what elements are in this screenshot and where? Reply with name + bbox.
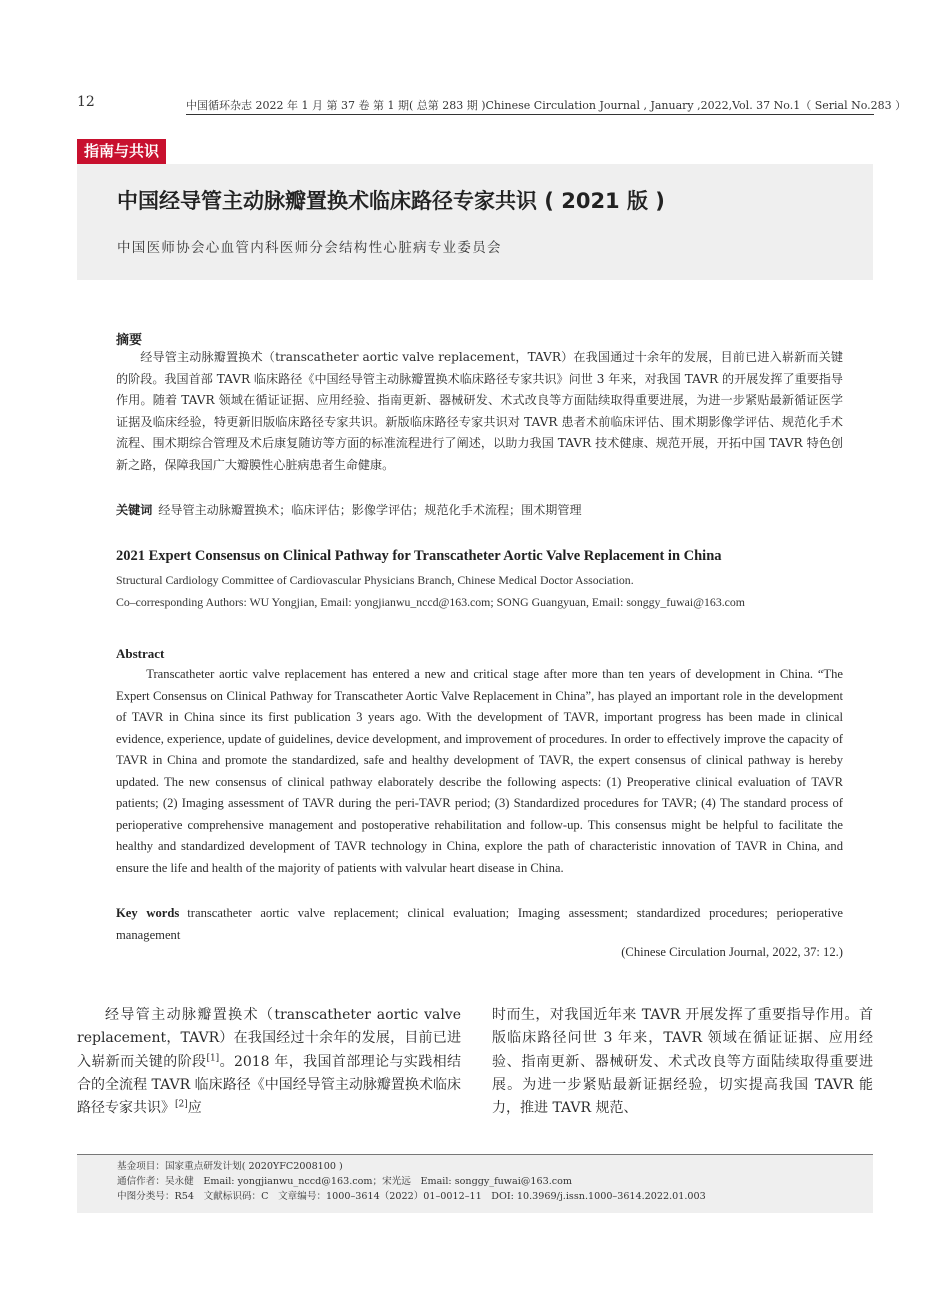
body-text-left-column xyxy=(77,1004,461,1120)
citation-en: (Chinese Circulation Journal, 2022, 37: 12.) xyxy=(621,945,843,959)
keywords-zh-label: 关键词 xyxy=(116,503,153,517)
article-title-en: 2021 Expert Consensus on Clinical Pathway for Transcatheter Aortic Valve Replacement in China xyxy=(116,548,722,564)
body-left-text-2: 。2018 年，我国首部理论与实践相结合的全流程 TAVR 临床路径《中国经导管主动脉瓣置换术临床路径专家共识》 xyxy=(77,1053,461,1117)
keywords-zh xyxy=(116,500,843,520)
keywords-en-label: Key words xyxy=(116,906,180,920)
footnote-correspondence: 通信作者：吴永健 Email: yongjianwu_nccd@163.com；宋光远 Email: songgy_fuwai@163.com xyxy=(117,1176,573,1187)
article-title-zh: 中国经导管主动脉瓣置换术临床路径专家共识 ( 2021 版 ) xyxy=(117,189,665,213)
keywords-zh-text: 经导管主动脉瓣置换术；临床评估；影像学评估；规范化手术流程；围术期管理 xyxy=(158,503,582,517)
reference-1[interactable]: [1] xyxy=(206,1052,220,1063)
body-left-text-3: 应 xyxy=(187,1100,202,1117)
running-header: 中国循环杂志 2022 年 1 月 第 37 卷 第 1 期( 总第 283 期 )Chinese Circulation Journal , January ,2022,Vol. 37 No.1（ Serial No.283 ） xyxy=(186,99,907,112)
abstract-en-body: Transcatheter aortic valve replacement has entered a new and critical stage after more than ten years of development in China. “The Expert Consensus on Clinical Pathway for Transcatheter Aortic Valve Replacement in China”, has played an important role in the development of TAVR in China since its first publication 3 years ago. With the development of TAVR, important progress has been made in clinical evidence, experience, update of guidelines, device development, and improvement of procedures. In order to effectively improve the capacity of TAVR in China and promote the standardized, safe and healthy development of TAVR, the expert consensus of clinical pathway is hereby updated. The new consensus of clinical pathway elaborately describe the following aspects: (1) Preoperative clinical evaluation of TAVR patients; (2) Imaging assessment of TAVR during the peri-TAVR period; (3) Standardized procedures for TAVR; (4) The standard process of perioperative comprehensive management and postoperative rehabilitation and follow-up. This consensus might be helpful to facilitate the healthy and standardized development of TAVR technology in China, explore the path of characteristic innovation of TAVR in China, and ensure the life and health of the majority of patients with valvular heart disease in China. xyxy=(116,667,843,875)
reference-2[interactable]: [2] xyxy=(175,1099,188,1110)
keywords-en-text: transcatheter aortic valve replacement; clinical evaluation; Imaging assessment; standardized procedures; perioperative management xyxy=(116,906,844,942)
page-number: 12 xyxy=(77,94,95,110)
abstract-zh-body: 经导管主动脉瓣置换术（transcatheter aortic valve replacement，TAVR）在我国通过十余年的发展，目前已进入崭新而关键的阶段。我国首部 TAVR 临床路径《中国经导管主动脉瓣置换术临床路径专家共识》问世 3 年来，对我国 TAVR 的开展发挥了重要指导作用。随着 TAVR 领域在循证证据、应用经验、指南更新、器械研发、术式改良等方面陆续取得重要进展，为进一步紧贴最新循证医学证据及临床经验，特更新旧版临床路径专家共识。新版临床路径专家共识对 TAVR 患者术前临床评估、围术期影像学评估、规范化手术流程、围术期综合管理及术后康复随访等方面的标准流程进行了阐述，以助力我国 TAVR 技术健康、规范开展，开拓中国 TAVR 特色创新之路，保障我国广大瓣膜性心脏病患者生命健康。 xyxy=(116,350,843,472)
abstract-zh-heading: 摘要 xyxy=(116,333,143,348)
footnote-funding: 基金项目：国家重点研发计划( 2020YFC2008100 ) xyxy=(117,1161,343,1172)
body-text-right-column: 时而生，对我国近年来 TAVR 开展发挥了重要指导作用。首版临床路径问世 3 年来，TAVR 领域在循证证据、应用经验、指南更新、器械研发、术式改良等方面陆续取得重要进展。为进一步紧贴最新证据经验，切实提高我国 TAVR 能力，推进 TAVR 规范、 xyxy=(492,1007,873,1117)
author-zh: 中国医师协会心血管内科医师分会结构性心脏病专业委员会 xyxy=(117,240,502,256)
keywords-en xyxy=(116,903,843,946)
corresponding-authors-en: Co–corresponding Authors: WU Yongjian, Email: yongjianwu_nccd@163.com; SONG Guangyuan, Email: songgy_fuwai@163.com xyxy=(116,595,745,609)
header-rule xyxy=(186,114,874,115)
abstract-en-heading: Abstract xyxy=(116,646,165,661)
affiliation-en: Structural Cardiology Committee of Cardiovascular Physicians Branch, Chinese Medical Doctor Association. xyxy=(116,573,634,587)
body-left-text-1: 经导管主动脉瓣置换术（transcatheter aortic valve replacement，TAVR）在我国经过十余年的发展，目前已进入崭新而关键的阶段 xyxy=(77,1007,461,1070)
section-tag: 指南与共识 xyxy=(77,139,166,164)
footnote-classification: 中图分类号：R54 文献标识码：C 文章编号：1000–3614（2022）01–0012–11 DOI: 10.3969/j.issn.1000–3614.2022.01.003 xyxy=(117,1191,706,1202)
title-box xyxy=(77,164,873,280)
footnote-box xyxy=(77,1154,873,1213)
